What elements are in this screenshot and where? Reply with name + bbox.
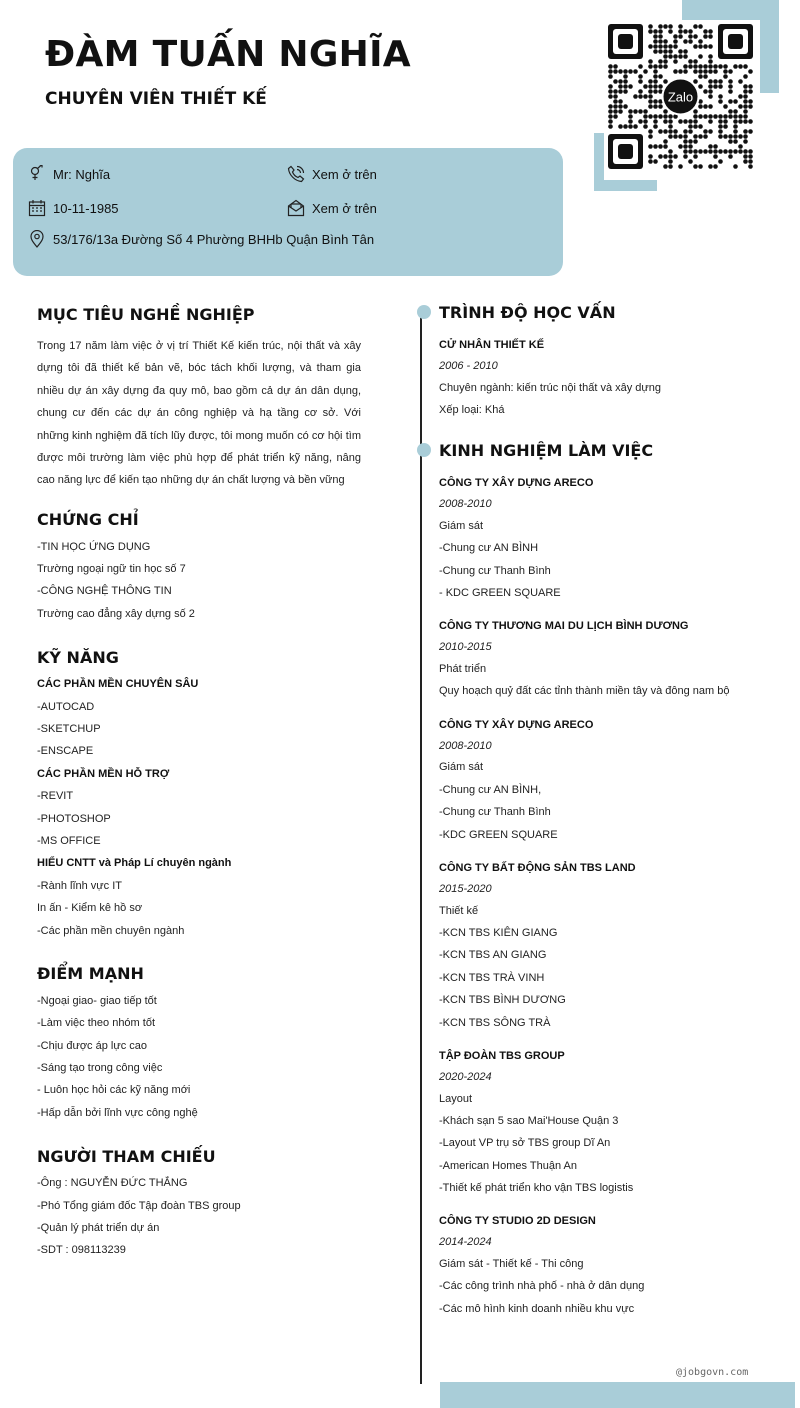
job-line: Thiết kế: [439, 905, 479, 917]
timeline-dot: [417, 443, 431, 457]
strength-line: -Ngoại giao- giao tiếp tốt: [37, 995, 157, 1007]
address-text: 53/176/13a Đường Số 4 Phường BHHb Quận Bình Tân: [53, 231, 375, 247]
skill-line: -SKETCHUP: [37, 723, 101, 735]
skill-line: In ấn - Kiểm kê hồ sơ: [37, 902, 143, 914]
skill-line: -AUTOCAD: [37, 701, 95, 713]
education-title: TRÌNH ĐỘ HỌC VẤN: [439, 303, 616, 322]
job-company: CÔNG TY BẤT ĐỘNG SẢN TBS LAND: [439, 862, 636, 874]
reference-line: -SDT : 098113239: [37, 1244, 126, 1256]
job-line: -Thiết kế phát triển kho vận TBS logistis: [439, 1182, 634, 1194]
job-period: 2008-2010: [439, 740, 492, 752]
job-period: 2010-2015: [439, 641, 492, 653]
job-line: -Chung cư Thanh Bình: [439, 565, 551, 577]
certificate-line: Trường ngoại ngữ tin học số 7: [37, 563, 186, 575]
education-line: Chuyên ngành: kiến trúc nội thất và xây dựng: [439, 382, 662, 394]
job-line: -KCN TBS BÌNH DƯƠNG: [439, 994, 566, 1006]
timeline-line: [420, 312, 422, 1384]
job-line: Quy hoạch quỷ đất các tỉnh thành miền tây và đông nam bộ: [439, 685, 730, 697]
birthday-row: [28, 199, 119, 217]
job-line: -KCN TBS TRÀ VINH: [439, 972, 545, 984]
gender-text: Mr: Nghĩa: [53, 166, 111, 182]
job-company: CÔNG TY XÂY DỰNG ARECO: [439, 477, 594, 489]
strength-line: -Hấp dẫn bởi lĩnh vực công nghệ: [37, 1107, 198, 1119]
job-line: - KDC GREEN SQUARE: [439, 587, 561, 599]
gender-icon: [28, 165, 46, 183]
references-title: NGƯỜI THAM CHIẾU: [37, 1147, 216, 1166]
job-line: Giám sát - Thiết kế - Thi công: [439, 1258, 584, 1270]
watermark: @jobgovn.com: [676, 1367, 749, 1378]
strengths-title: ĐIỂM MẠNH: [37, 964, 144, 983]
job-line: -Chung cư AN BÌNH,: [439, 784, 542, 796]
job-line: -Khách sạn 5 sao Mai'House Quận 3: [439, 1115, 619, 1127]
job-line: -KCN TBS KIÊN GIANG: [439, 927, 558, 939]
job-line: -KCN TBS SÔNG TRÀ: [439, 1017, 551, 1029]
job-company: TẬP ĐOÀN TBS GROUP: [439, 1050, 565, 1062]
reference-line: -Phó Tổng giám đốc Tập đoàn TBS group: [37, 1200, 241, 1212]
job-line: Giám sát: [439, 520, 484, 532]
skill-line: -REVIT: [37, 790, 74, 802]
job-period: 2008-2010: [439, 498, 492, 510]
job-line: -KDC GREEN SQUARE: [439, 829, 558, 841]
footer-accent-bar: [440, 1382, 795, 1408]
skill-line: -ENSCAPE: [37, 745, 94, 757]
zalo-logo-text: Zalo: [667, 89, 694, 105]
strength-line: -Chịu được áp lực cao: [37, 1040, 147, 1052]
certificate-line: -CÔNG NGHỆ THÔNG TIN: [37, 585, 172, 597]
skill-group-heading: HIỂU CNTT và Pháp Lí chuyên ngành: [37, 857, 232, 869]
job-line: Phát triển: [439, 663, 487, 675]
job-title: CHUYÊN VIÊN THIẾT KẾ: [45, 89, 267, 109]
job-company: CÔNG TY THƯƠNG MAI DU LỊCH BÌNH DƯƠNG: [439, 620, 689, 632]
certificate-line: -TIN HỌC ỨNG DỤNG: [37, 541, 151, 553]
skill-group-heading: CÁC PHẦN MỀN CHUYÊN SÂU: [37, 678, 199, 690]
certificate-line: Trường cao đẳng xây dựng số 2: [37, 608, 195, 620]
job-line: -Chung cư Thanh Bình: [439, 806, 551, 818]
objective-title: MỤC TIÊU NGHỀ NGHIỆP: [37, 305, 255, 324]
skill-line: -Các phần mền chuyên ngành: [37, 925, 185, 937]
experience-title: KINH NGHIỆM LÀM VIỆC: [439, 441, 654, 460]
job-line: Layout: [439, 1093, 473, 1105]
job-company: CÔNG TY STUDIO 2D DESIGN: [439, 1215, 596, 1227]
skill-group-heading: CÁC PHẦN MỀN HỖ TRỢ: [37, 768, 170, 780]
job-line: -Các công trình nhà phố - nhà ở dân dụng: [439, 1280, 645, 1292]
job-period: 2014-2024: [439, 1236, 492, 1248]
calendar-icon: [28, 199, 46, 217]
zalo-qr-code[interactable]: [604, 20, 760, 180]
certificates-title: CHỨNG CHỈ: [37, 510, 139, 529]
phone-icon: [287, 165, 305, 183]
skill-line: -MS OFFICE: [37, 835, 101, 847]
job-line: -American Homes Thuận An: [439, 1160, 577, 1172]
email-icon: [287, 199, 305, 217]
phone-row: [287, 165, 377, 183]
job-period: 2015-2020: [439, 883, 492, 895]
job-line: -Các mô hình kinh doanh nhiều khu vực: [439, 1303, 635, 1315]
job-line: -Chung cư AN BÌNH: [439, 542, 539, 554]
email-text: Xem ở trên: [312, 200, 377, 216]
reference-line: -Quản lý phát triển dự án: [37, 1222, 160, 1234]
birthday-text: 10-11-1985: [53, 200, 119, 216]
email-row: [287, 199, 377, 217]
job-company: CÔNG TY XÂY DỰNG ARECO: [439, 719, 594, 731]
phone-text: Xem ở trên: [312, 166, 377, 182]
strength-line: - Luôn học hỏi các kỹ năng mới: [37, 1084, 191, 1096]
objective-text: Trong 17 năm làm việc ở vị trí Thiết Kế kiến trúc, nội thất và xây dựng tôi đã thiết kế bản vẽ, bóc tách khối lượng, và tham gia nhiều dự án xây dựng đa quy mô, bao gồm cả dự án dân dụng, chung cư đến các dự án công nghiệp và hạ tầng cơ sở. Với những kinh nghiệm đã tích lũy được, tôi mong muốn có cơ hội tìm được môi trường làm việc phù hợp để phát triển kỹ năng, nâng cao năng lực để kiến tạo những dự án chất lượng và bền vững: [37, 340, 361, 487]
strength-line: -Sáng tạo trong công việc: [37, 1062, 163, 1074]
gender-row: [28, 165, 110, 183]
job-line: Giám sát: [439, 761, 484, 773]
skill-line: -PHOTOSHOP: [37, 813, 111, 825]
job-line: -KCN TBS AN GIANG: [439, 949, 547, 961]
reference-line: -Ông : NGUYỄN ĐỨC THẮNG: [37, 1177, 188, 1189]
location-pin-icon: [28, 230, 46, 248]
job-line: -Layout VP trụ sở TBS group Dĩ An: [439, 1137, 611, 1149]
candidate-name: ĐÀM TUẤN NGHĨA: [45, 34, 411, 75]
timeline-dot: [417, 305, 431, 319]
skill-line: -Rành lĩnh vực IT: [37, 880, 123, 892]
strength-line: -Làm việc theo nhóm tốt: [37, 1017, 156, 1029]
education-period: 2006 - 2010: [439, 360, 498, 372]
address-row: [28, 230, 374, 248]
skills-title: KỸ NĂNG: [37, 648, 119, 667]
education-line: Xếp loại: Khá: [439, 404, 505, 416]
job-period: 2020-2024: [439, 1071, 492, 1083]
personal-info-panel: [13, 148, 563, 276]
education-degree: CỬ NHÂN THIẾT KẾ: [439, 339, 545, 351]
